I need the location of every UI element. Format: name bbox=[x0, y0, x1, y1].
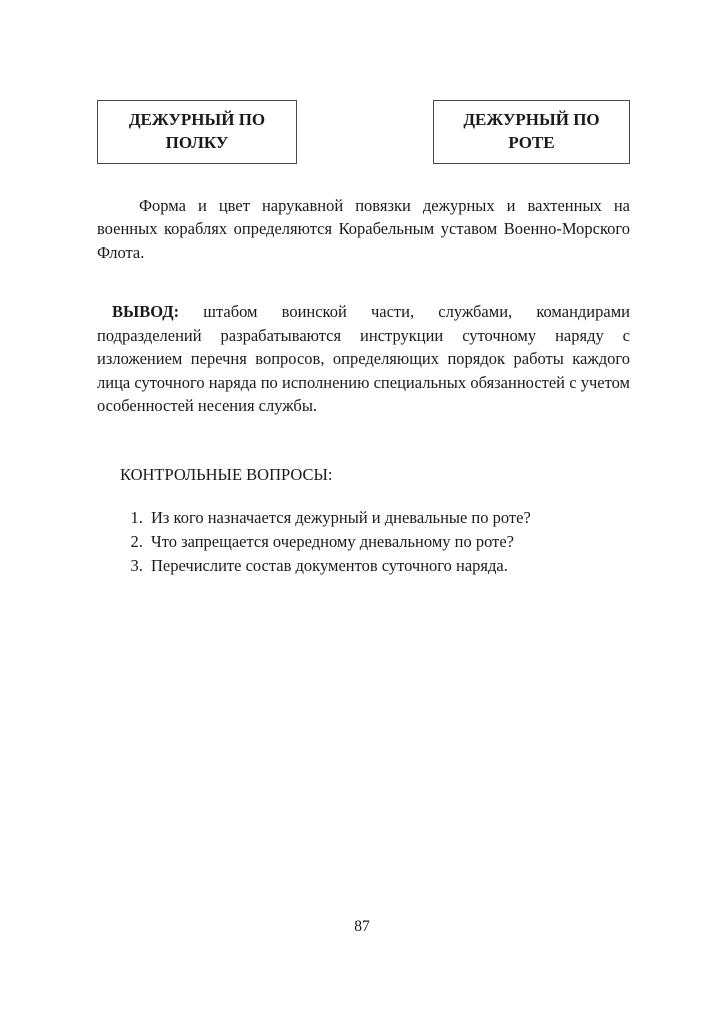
page-number: 87 bbox=[354, 918, 370, 935]
paragraph-conclusion bbox=[97, 300, 630, 417]
question-item: 1. Из кого назначается дежурный и дневальные по роте? bbox=[147, 506, 630, 530]
question-item: 3. Перечислите состав документов суточного наряда. bbox=[147, 554, 630, 578]
control-questions-heading: КОНТРОЛЬНЫЕ ВОПРОСЫ: bbox=[120, 465, 333, 485]
paragraph-naval-armband: Форма и цвет нарукавной повязки дежурных и вахтенных на военных кораблях определяются Корабельным уставом Военно-Морского Флота. bbox=[97, 196, 630, 262]
duty-box-regiment: ДЕЖУРНЫЙ ПО ПОЛКУ bbox=[97, 100, 297, 164]
question-item: 2. Что запрещается очередному дневальному по роте? bbox=[147, 530, 630, 554]
duty-boxes-row bbox=[97, 100, 630, 164]
control-questions-list bbox=[97, 506, 630, 578]
conclusion-label: ВЫВОД: bbox=[112, 302, 180, 322]
conclusion-body: штабом воинской части, службами, командирами подразделений разрабатываются инструкции суточному наряду с изложением перечня вопросов, определяющих порядок работы каждого лица суточного наряда по исполнению специальных обязанностей с учетом особенностей несения службы. bbox=[97, 302, 630, 415]
duty-box-company: ДЕЖУРНЫЙ ПО РОТЕ bbox=[433, 100, 630, 164]
